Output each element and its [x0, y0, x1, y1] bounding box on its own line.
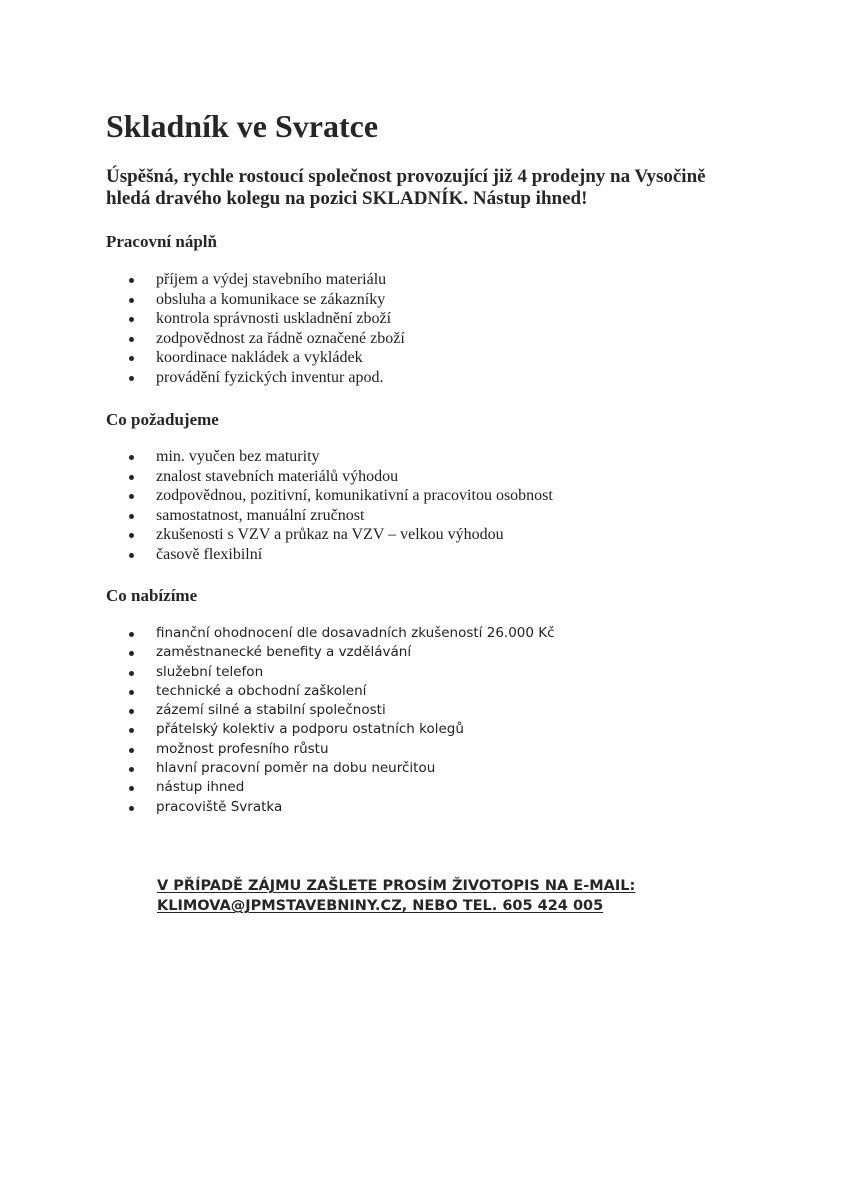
contact-line-1: V PŘÍPADĚ ZÁJMU ZAŠLETE PROSÍM ŽIVOTOPIS NA E-MAIL:: [157, 878, 636, 894]
list-item: znalost stavebních materiálů výhodou: [0, 467, 553, 487]
list-item: zkušenosti s VZV a průkaz na VZV – velkou výhodou: [0, 525, 553, 545]
section-heading-co-nabizime: Co nabízíme: [106, 586, 198, 605]
list-item: provádění fyzických inventur apod.: [0, 368, 405, 388]
intro-line-2: hledá dravého kolegu na pozici SKLADNÍK. Nástup ihned!: [106, 188, 588, 209]
list-item: samostatnost, manuální zručnost: [0, 506, 553, 526]
list-item: zodpovědnost za řádně označené zboží: [0, 329, 405, 349]
list-item: kontrola správnosti uskladnění zboží: [0, 309, 405, 329]
contact-line-2: KLIMOVA@JPMSTAVEBNINY.CZ, NEBO TEL. 605 424 005: [157, 898, 604, 914]
list-item: časově flexibilní: [0, 545, 553, 565]
list-item: nástup ihned: [0, 778, 555, 797]
intro-paragraph: [106, 166, 786, 210]
list-item: přátelský kolektiv a podporu ostatních kolegů: [0, 720, 555, 739]
list-item: možnost profesního růstu: [0, 740, 555, 759]
section-heading-pracovni-napln: Pracovní náplň: [106, 232, 217, 251]
list-item: příjem a výdej stavebního materiálu: [0, 270, 405, 290]
contact-block: [157, 876, 635, 916]
list-item: technické a obchodní zaškolení: [0, 682, 555, 701]
list-item: hlavní pracovní poměr na dobu neurčitou: [0, 759, 555, 778]
page-title: Skladník ve Svratce: [106, 108, 379, 144]
section-heading-co-pozadujeme: Co požadujeme: [106, 410, 219, 429]
duties-list: [0, 270, 405, 388]
list-item: zázemí silné a stabilní společnosti: [0, 701, 555, 720]
list-item: koordinace nakládek a vykládek: [0, 348, 405, 368]
list-item: zodpovědnou, pozitivní, komunikativní a pracovitou osobnost: [0, 486, 553, 506]
list-item: min. vyučen bez maturity: [0, 447, 553, 467]
offer-list: [0, 624, 555, 817]
list-item: obsluha a komunikace se zákazníky: [0, 290, 405, 310]
list-item: pracoviště Svratka: [0, 798, 555, 817]
list-item: finanční ohodnocení dle dosavadních zkušeností 26.000 Kč: [0, 624, 555, 643]
requirements-list: [0, 447, 553, 565]
list-item: zaměstnanecké benefity a vzdělávání: [0, 643, 555, 662]
list-item: služební telefon: [0, 663, 555, 682]
intro-line-1: Úspěšná, rychle rostoucí společnost provozující již 4 prodejny na Vysočině: [106, 166, 706, 187]
